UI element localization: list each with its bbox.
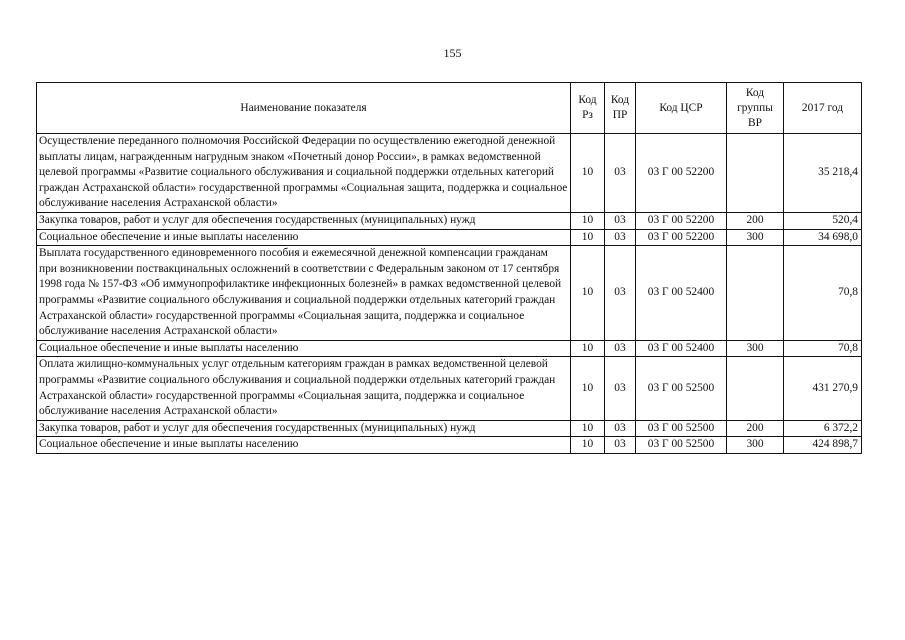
page-number: 155 <box>443 46 462 60</box>
row-amount: 520,4 <box>784 212 862 229</box>
header-year: 2017 год <box>784 83 862 134</box>
row-csr: 03 Г 00 52500 <box>636 420 727 437</box>
row-name: Закупка товаров, работ и услуг для обеспечения государственных (муниципальных) нужд <box>37 420 571 437</box>
table-row <box>37 212 862 229</box>
row-pr: 03 <box>605 134 636 213</box>
row-name: Социальное обеспечение и иные выплаты населению <box>37 437 571 454</box>
table-row <box>37 420 862 437</box>
row-vr: 300 <box>727 229 784 246</box>
row-vr <box>727 357 784 420</box>
row-rz: 10 <box>571 246 605 341</box>
row-name: Социальное обеспечение и иные выплаты населению <box>37 229 571 246</box>
row-amount: 34 698,0 <box>784 229 862 246</box>
row-vr: 300 <box>727 437 784 454</box>
row-rz: 10 <box>571 340 605 357</box>
table-row <box>37 437 862 454</box>
row-csr: 03 Г 00 52400 <box>636 246 727 341</box>
table-row <box>37 246 862 341</box>
row-rz: 10 <box>571 212 605 229</box>
row-pr: 03 <box>605 212 636 229</box>
budget-table <box>36 82 862 454</box>
row-vr <box>727 246 784 341</box>
row-pr: 03 <box>605 437 636 454</box>
row-csr: 03 Г 00 52500 <box>636 437 727 454</box>
row-amount: 431 270,9 <box>784 357 862 420</box>
header-pr: Код ПР <box>605 83 636 134</box>
header-row <box>37 83 862 134</box>
row-name: Социальное обеспечение и иные выплаты населению <box>37 340 571 357</box>
row-rz: 10 <box>571 357 605 420</box>
row-amount: 35 218,4 <box>784 134 862 213</box>
header-name: Наименование показателя <box>37 83 571 134</box>
row-rz: 10 <box>571 134 605 213</box>
header-vr: Код группы ВР <box>727 83 784 134</box>
table-row <box>37 357 862 420</box>
row-amount: 424 898,7 <box>784 437 862 454</box>
row-pr: 03 <box>605 420 636 437</box>
header-rz: Код Рз <box>571 83 605 134</box>
table-row <box>37 229 862 246</box>
row-vr: 200 <box>727 420 784 437</box>
row-name: Выплата государственного единовременного пособия и ежемесячной денежной компенсации гражданам при возникновении поствакцинальных осложнений в соответствии с Федеральным законом от 17 сентября 1998 года № 157-ФЗ «Об иммунопрофилактике инфекционных болезней» в рамках ведомственной целевой программы «Развитие социального обслуживания и социальной поддержки отдельных категорий граждан Астраханской области» государственной программы «Социальная защита, поддержка и социальное обслуживание населения Астраханской области» <box>37 246 571 341</box>
row-pr: 03 <box>605 246 636 341</box>
row-csr: 03 Г 00 52200 <box>636 134 727 213</box>
row-name: Закупка товаров, работ и услуг для обеспечения государственных (муниципальных) нужд <box>37 212 571 229</box>
row-name: Оплата жилищно-коммунальных услуг отдельным категориям граждан в рамках ведомственной целевой программы «Развитие социального обслуживания и социальной поддержки отдельных категорий граждан Астраханской области» государственной программы «Социальная защита, поддержка и социальное обслуживание населения Астраханской области» <box>37 357 571 420</box>
row-name: Осуществление переданного полномочия Российской Федерации по осуществлению ежегодной денежной выплаты лицам, награжденным нагрудным знаком «Почетный донор России», в рамках ведомственной целевой программы «Развитие социального обслуживания и социальной поддержки отдельных категорий граждан Астраханской области» государственной программы «Социальная защита, поддержка и социальное обслуживание населения Астраханской области» <box>37 134 571 213</box>
row-pr: 03 <box>605 340 636 357</box>
table-row <box>37 134 862 213</box>
row-amount: 70,8 <box>784 246 862 341</box>
header-csr: Код ЦСР <box>636 83 727 134</box>
row-pr: 03 <box>605 229 636 246</box>
row-vr: 200 <box>727 212 784 229</box>
row-csr: 03 Г 00 52400 <box>636 340 727 357</box>
table-row <box>37 340 862 357</box>
row-csr: 03 Г 00 52500 <box>636 357 727 420</box>
row-amount: 70,8 <box>784 340 862 357</box>
row-rz: 10 <box>571 437 605 454</box>
row-pr: 03 <box>605 357 636 420</box>
row-csr: 03 Г 00 52200 <box>636 229 727 246</box>
row-rz: 10 <box>571 229 605 246</box>
row-vr: 300 <box>727 340 784 357</box>
row-csr: 03 Г 00 52200 <box>636 212 727 229</box>
row-amount: 6 372,2 <box>784 420 862 437</box>
row-vr <box>727 134 784 213</box>
row-rz: 10 <box>571 420 605 437</box>
